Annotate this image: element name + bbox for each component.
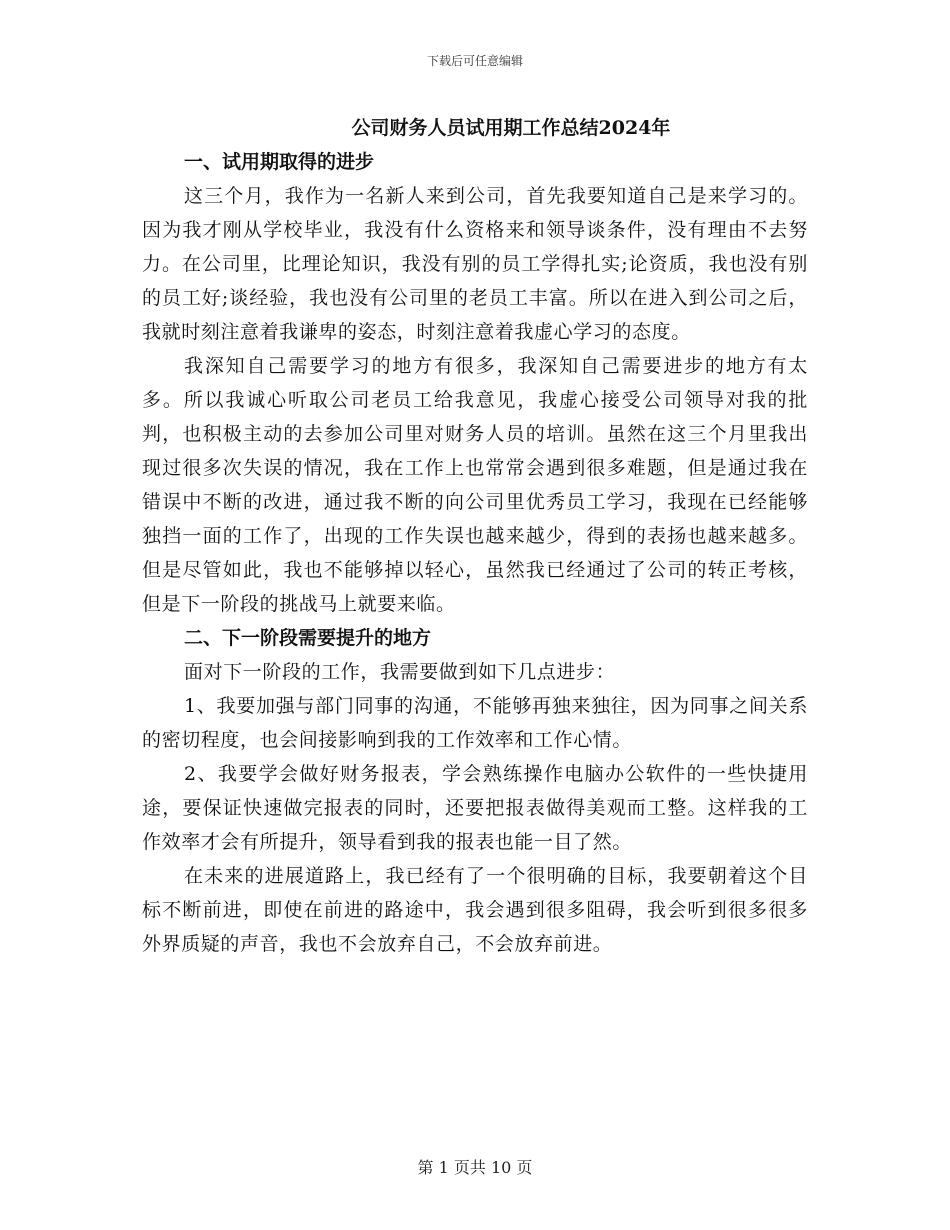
section-1-paragraph-2: 我深知自己需要学习的地方有很多，我深知自己需要进步的地方有太多。所以我诚心听取公司老员工给我意见，我虚心接受公司领导对我的批判，也积极主动的去参加公司里对财务人员的培训。虽然在这三个月里我出现过很多次失误的情况，我在工作上也常常会遇到很多难题，但是通过我在错误中不断的改进，通过我不断的向公司里优秀员工学习，我现在已经能够独挡一面的工作了，出现的工作失误也越来越少，得到的表扬也越来越多。但是尽管如此，我也不能够掉以轻心，虽然我已经通过了公司的转正考核，但是下一阶段的挑战马上就要来临。: [142, 355, 808, 615]
section-2-heading: 二、下一阶段需要提升的地方: [184, 627, 432, 649]
document-title: 公司财务人员试用期工作总结2024年: [351, 117, 671, 139]
section-1-paragraph-1: 这三个月，我作为一名新人来到公司，首先我要知道自己是来学习的。因为我才刚从学校毕业，我没有什么资格来和领导谈条件，没有理由不去努力。在公司里，比理论知识，我没有别的员工学得扎实;论资质，我也没有别的员工好;谈经验，我也没有公司里的老员工丰富。所以在进入到公司之后，我就时刻注意着我谦卑的姿态，时刻注意着我虚心学习的态度。: [142, 185, 808, 343]
document-body: [142, 113, 808, 961]
section-2-paragraph-1: 面对下一阶段的工作，我需要做到如下几点进步：: [184, 661, 616, 683]
page-footer: 第 1 页共 10 页: [417, 1158, 533, 1177]
section-2-paragraph-2: 1、我要加强与部门同事的沟通，不能够再独来独往，因为同事之间关系的密切程度，也会间接影响到我的工作效率和工作心情。: [142, 695, 808, 751]
section-2-paragraph-3: 2、我要学会做好财务报表，学会熟练操作电脑办公软件的一些快捷用途，要保证快速做完报表的同时，还要把报表做得美观而工整。这样我的工作效率才会有所提升，领导看到我的报表也能一目了然。: [142, 763, 808, 853]
section-1-heading: 一、试用期取得的进步: [184, 151, 375, 173]
header-note: 下载后可任意编辑: [426, 54, 523, 68]
section-2-paragraph-4: 在未来的进展道路上，我已经有了一个很明确的目标，我要朝着这个目标不断前进，即使在前进的路途中，我会遇到很多阻碍，我会听到很多很多外界质疑的声音，我也不会放弃自己，不会放弃前进。: [142, 865, 808, 955]
